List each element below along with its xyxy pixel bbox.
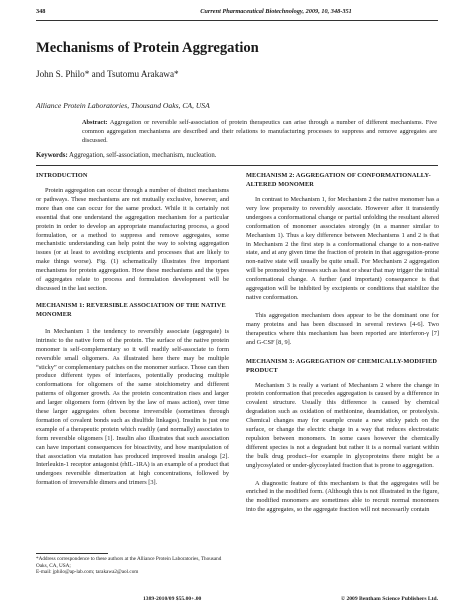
section-heading-mechanism-3: MECHANISM 3: AGGREGATION OF CHEMICALLY-MODIFIED PRODUCT [246,357,438,374]
article-authors: John S. Philo* and Tsutomu Arakawa* [36,69,179,79]
footnote-address: *Address correspondence to these authors at the Alliance Protein Laboratories, Thousand Oaks, CA, USA; [36,556,222,569]
keywords-text: Aggregation, self-association, mechanism, nucleation. [69,152,217,159]
footnote-rule [36,553,108,554]
article-title: Mechanisms of Protein Aggregation [36,40,259,56]
mechanism-3-paragraph-1: Mechanism 3 is really a variant of Mechanism 2 where the change in protein conformation that precedes aggregation is caused by a difference in covalent structure. Usually this difference is caused by chemical degradation such as oxidation of methionine, deamidation, or proteolysis. Chemical changes may for example create a new sticky patch on the surface, or change the electric charge in a way that reduces electrostatic repulsion between monomers. In some cases however the chemically different species is not a degradant but rather it is a normal variant within the bulk drug product--for example in glycoproteins there might be a unglycosylated or under-glycosylated fraction that is prone to aggregation. [246,381,439,469]
right-column [246,171,439,515]
introduction-paragraph: Protein aggregation can occur through a number of distinct mechanisms or pathways. These mechanisms are not mutually exclusive, however, and more than one can occur for the same product. While it is certainly not essential that one understand the aggregation mechanism for a particular protein in order to develop an appropriate manufacturing process, a good formulation, or a method to suppress and remove aggregates, some mechanistic understanding can help point the way to solving aggregation issues (or at least to avoiding excipients and processes that are likely to make things worse). Fig. (1) schematically illustrates five important mechanisms for protein aggregation. How these mechanisms and the types of aggregates relate to process and formulation development will be discussed in the last section. [36,187,229,292]
mechanism-2-paragraph-1: In contrast to Mechanism 1, for Mechanism 2 the native monomer has a very low propensity to reversibly associate. However after it transiently undergoes a conformational change or partial unfolding the resultant altered conformation of monomer associates strongly (in a manner similar to Mechanism 1). Thus a key difference between Mechanisms 1 and 2 is that in Mechanism 2 the first step is a conformational change to a non-native state, and at any given time the fraction of protein in that aggregation-prone non-native state will usually be quite small. For Mechanism 2 aggregation will be promoted by stresses such as heat or shear that may trigger the initial conformational change. A further (and important) consequence is that aggregation will be inhibited by excipients or conditions that stabilize the native conformation. [246,196,439,301]
mechanism-3-paragraph-2: A diagnostic feature of this mechanism is that the aggregates will be enriched in the modified form. (Although this is not illustrated in the figure, the modified monomers are sometimes able to recruit normal monomers into the aggregates, so the aggregate fraction will not necessarily contain [246,479,439,514]
footnote-email: E-mail: jphilo@ap-lab.com; tarakawa2@aol.com [36,569,139,576]
journal-citation: Current Pharmaceutical Biotechnology, 2009, 10, 348-351 [200,8,352,15]
keywords-rule [36,165,438,166]
header-rule [36,20,438,21]
left-column [36,171,229,488]
keywords-line [36,152,438,159]
page-number: 348 [36,8,46,15]
author-affiliation: Alliance Protein Laboratories, Thousand Oaks, CA, USA [36,101,210,110]
abstract-block [82,119,437,146]
issn-price: 1389-2010/09 $55.00+.00 [143,596,202,602]
section-heading-introduction: INTRODUCTION [36,172,88,179]
mechanism-2-paragraph-2: This aggregation mechanism does appear to be the dominant one for many proteins and has been discussed in several reviews [4-6]. Two therapeutics where this mechanism has been reported are interferon-γ [7] and G-CSF [8, 9]. [246,311,439,346]
mechanism-1-paragraph: In Mechanism 1 the tendency to reversibly associate (aggregate) is intrinsic to the native form of the protein. The surface of the native protein monomer is self-complementary so it will readily self-associate to form reversible small oligomers. As illustrated here there may be multiple “sticky” or complementary patches on the monomer surface. Those can then produce different types of interfaces, potentially producing multiple conformations for oligomers of the same stoichiometry and different patterns of oligomer growth. As the protein concentration rises and larger and larger oligomers form (driven by the law of mass action), over time these larger aggregates often become irreversible (sometimes through formation of covalent bonds such as disulfide linkages). Insulin is just one example of a therapeutic protein which readily (and normally) associates to form reversible oligomers [1]. Insulin also illustrates that such association can have important consequences for bioactivity, and how manipulation of that association via mutation has produced improved insulin analogs [2]. Interleukin-1 receptor antagonist (rhIL-1RA) is an example of a product that undergoes reversible dimerization at high concentrations, followed by formation of irreversible dimers and trimers [3]. [36,327,229,487]
abstract-text: Aggregation or reversible self-association of protein therapeutics can arise through a number of different mechanisms. Five common aggregation mechanisms are described and their relations to manufacturing processes to suppress and remove aggregates are discussed. [82,119,437,144]
section-heading-mechanism-1: MECHANISM 1: REVERSIBLE ASSOCIATION OF THE NATIVE MONOMER [36,301,226,318]
keywords-label: Keywords: [36,152,68,159]
correspondence-footnote [36,556,234,576]
copyright-notice: © 2009 Bentham Science Publishers Ltd. [340,596,438,602]
abstract-label: Abstract: [82,119,108,126]
running-header [36,7,438,19]
section-heading-mechanism-2: MECHANISM 2: AGGREGATION OF CONFORMATIONALLY-ALTERED MONOMER [246,172,431,188]
